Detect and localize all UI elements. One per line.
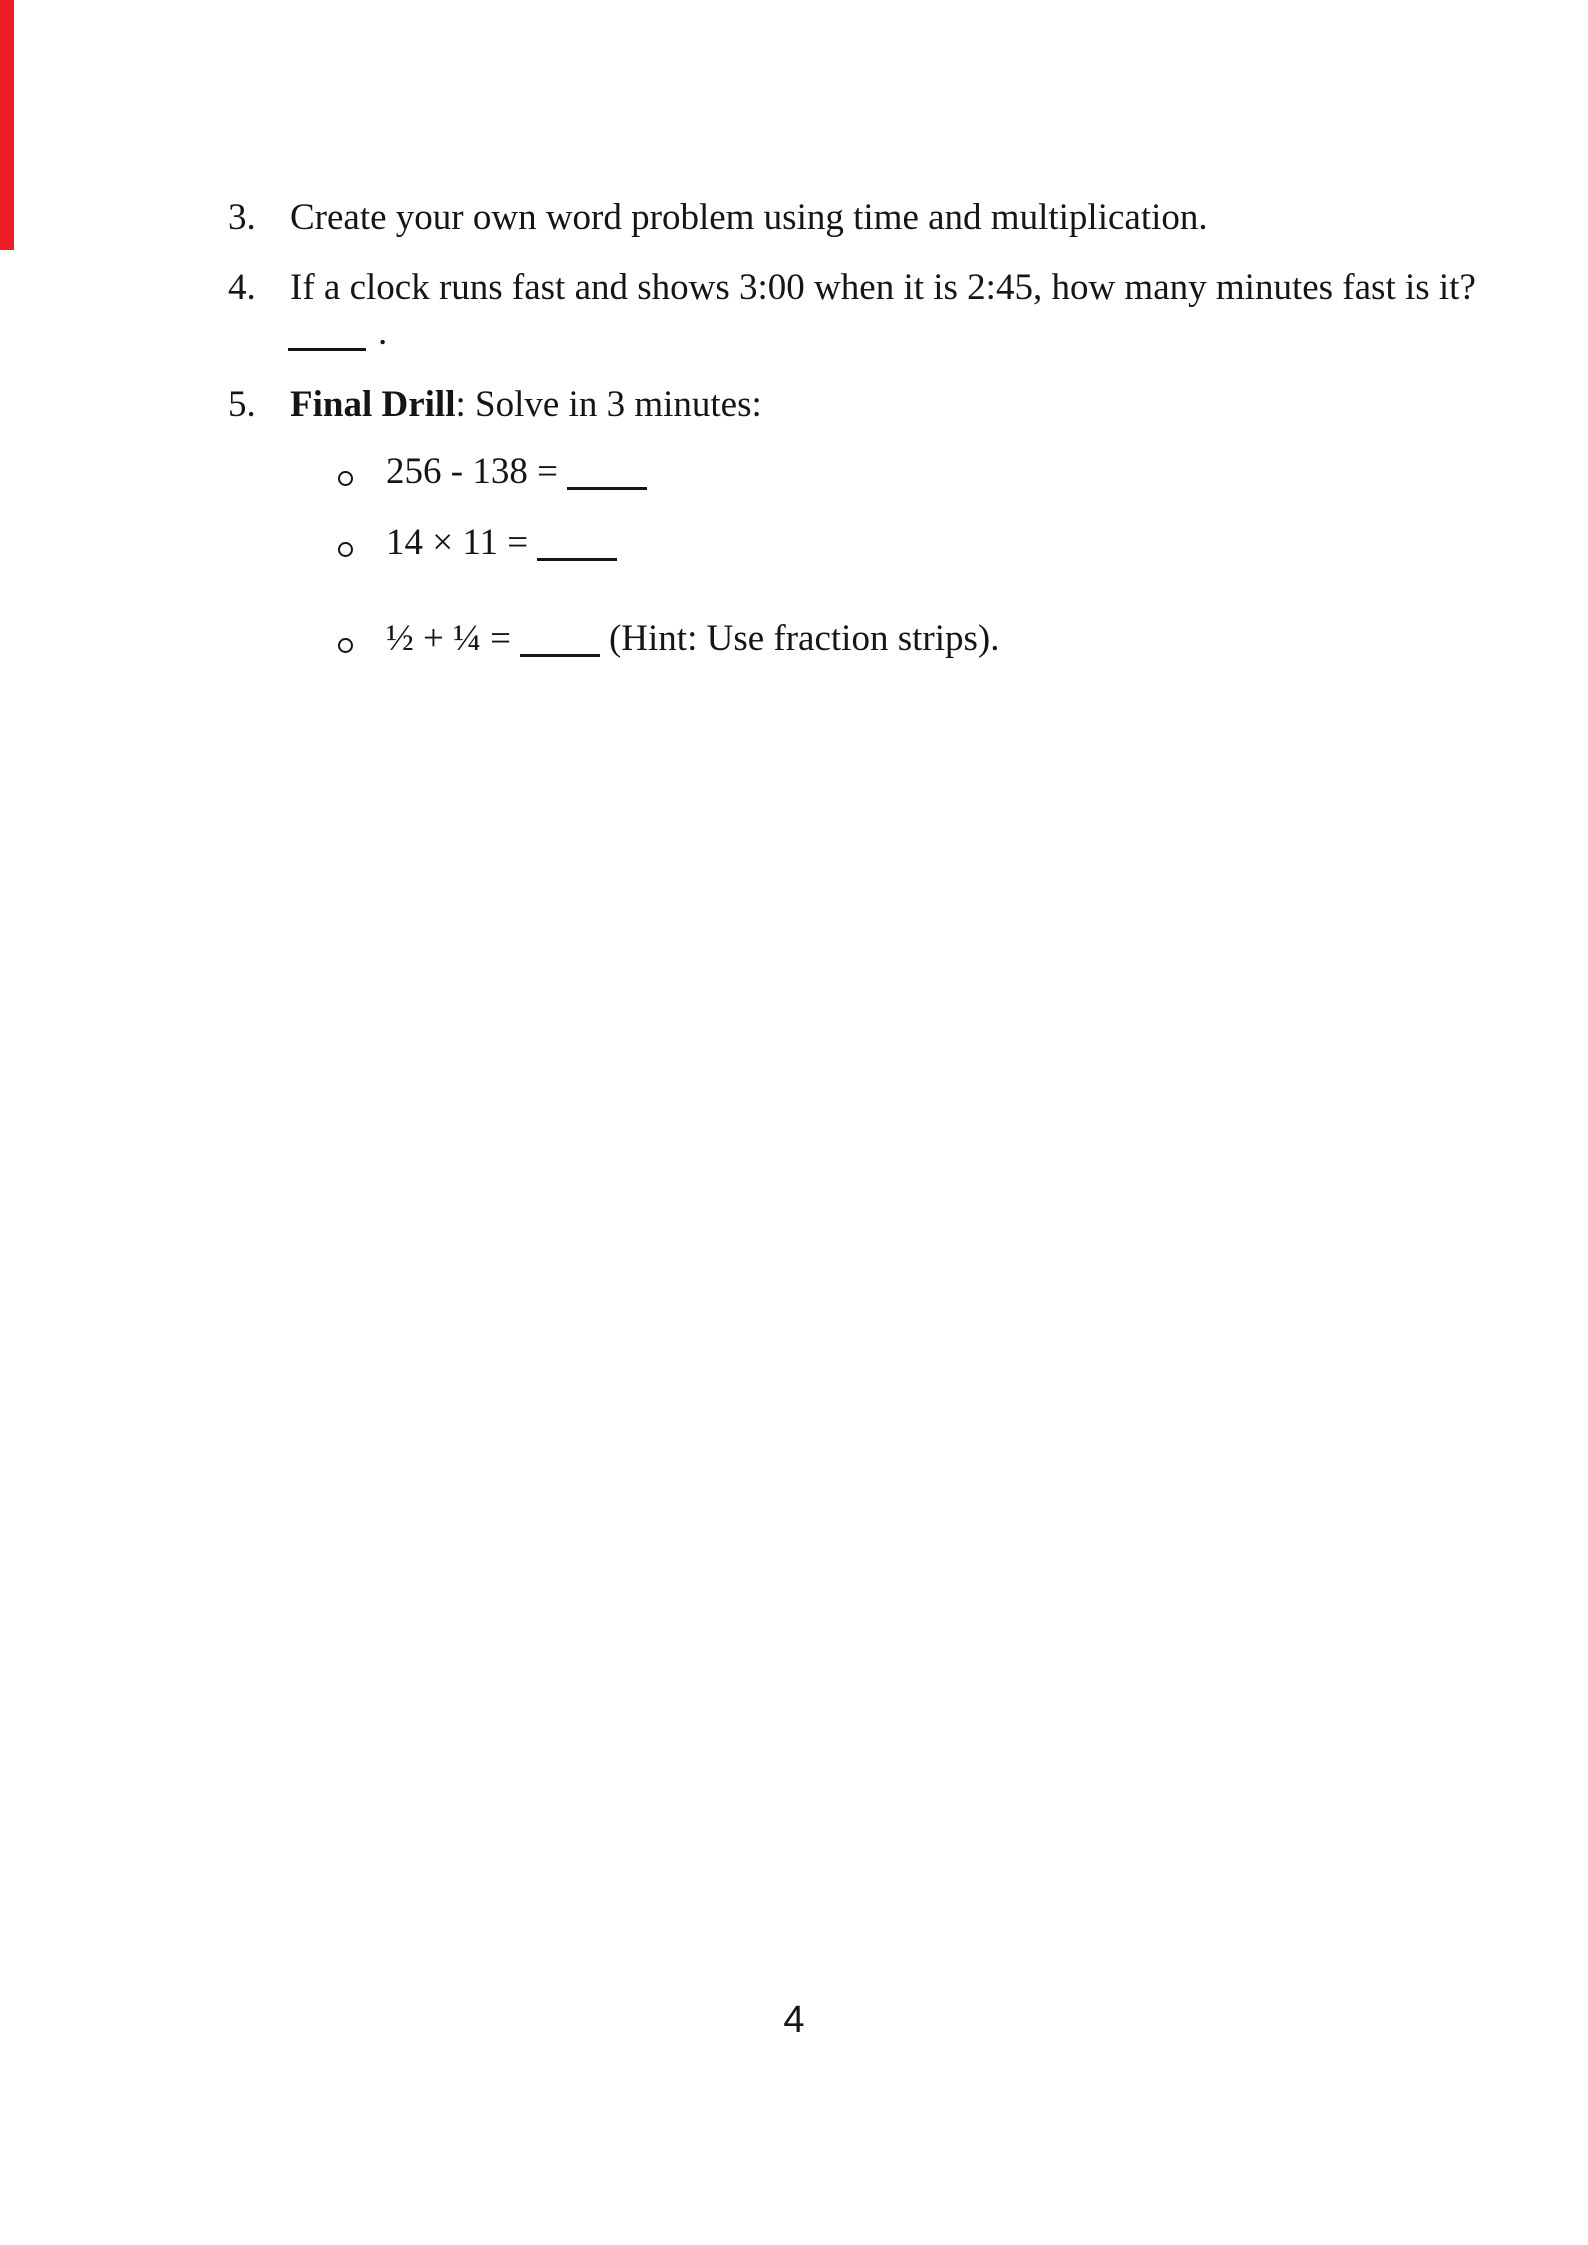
red-edge-marker [0, 0, 14, 250]
drill-expression: 256 - 138 = [386, 451, 558, 492]
drill-expression: 14 × 11 = [386, 522, 529, 563]
hint-text: (Hint: Use fraction strips). [608, 618, 1000, 659]
list-item-5 [228, 384, 762, 425]
item-number: 3. [228, 197, 256, 238]
item-number: 4. [228, 267, 256, 308]
answer-blank [537, 530, 617, 561]
item-text: Create your own word problem using time and multiplication. [290, 197, 1208, 238]
drill-row [338, 618, 999, 659]
circle-bullet-icon [338, 471, 353, 486]
answer-blank [288, 320, 366, 351]
answer-period: . [378, 312, 388, 353]
drill-expression: ½ + ¼ = [386, 618, 511, 659]
drill-row [338, 522, 617, 563]
answer-blank [520, 626, 600, 657]
item-text: If a clock runs fast and shows 3:00 when it is 2:45, how many minutes fast is it? [290, 267, 1476, 308]
item-number: 5. [228, 384, 256, 425]
item-text: : Solve in 3 minutes: [455, 384, 762, 425]
answer-blank [567, 459, 647, 490]
circle-bullet-icon [338, 638, 353, 653]
item-bold-label: Final Drill [290, 384, 456, 425]
list-item-4 [228, 267, 1476, 308]
drill-row [338, 451, 647, 492]
circle-bullet-icon [338, 542, 353, 557]
page-number: 4 [783, 1999, 805, 2041]
item-4-answer-line [288, 312, 387, 353]
list-item-3 [228, 197, 1208, 238]
